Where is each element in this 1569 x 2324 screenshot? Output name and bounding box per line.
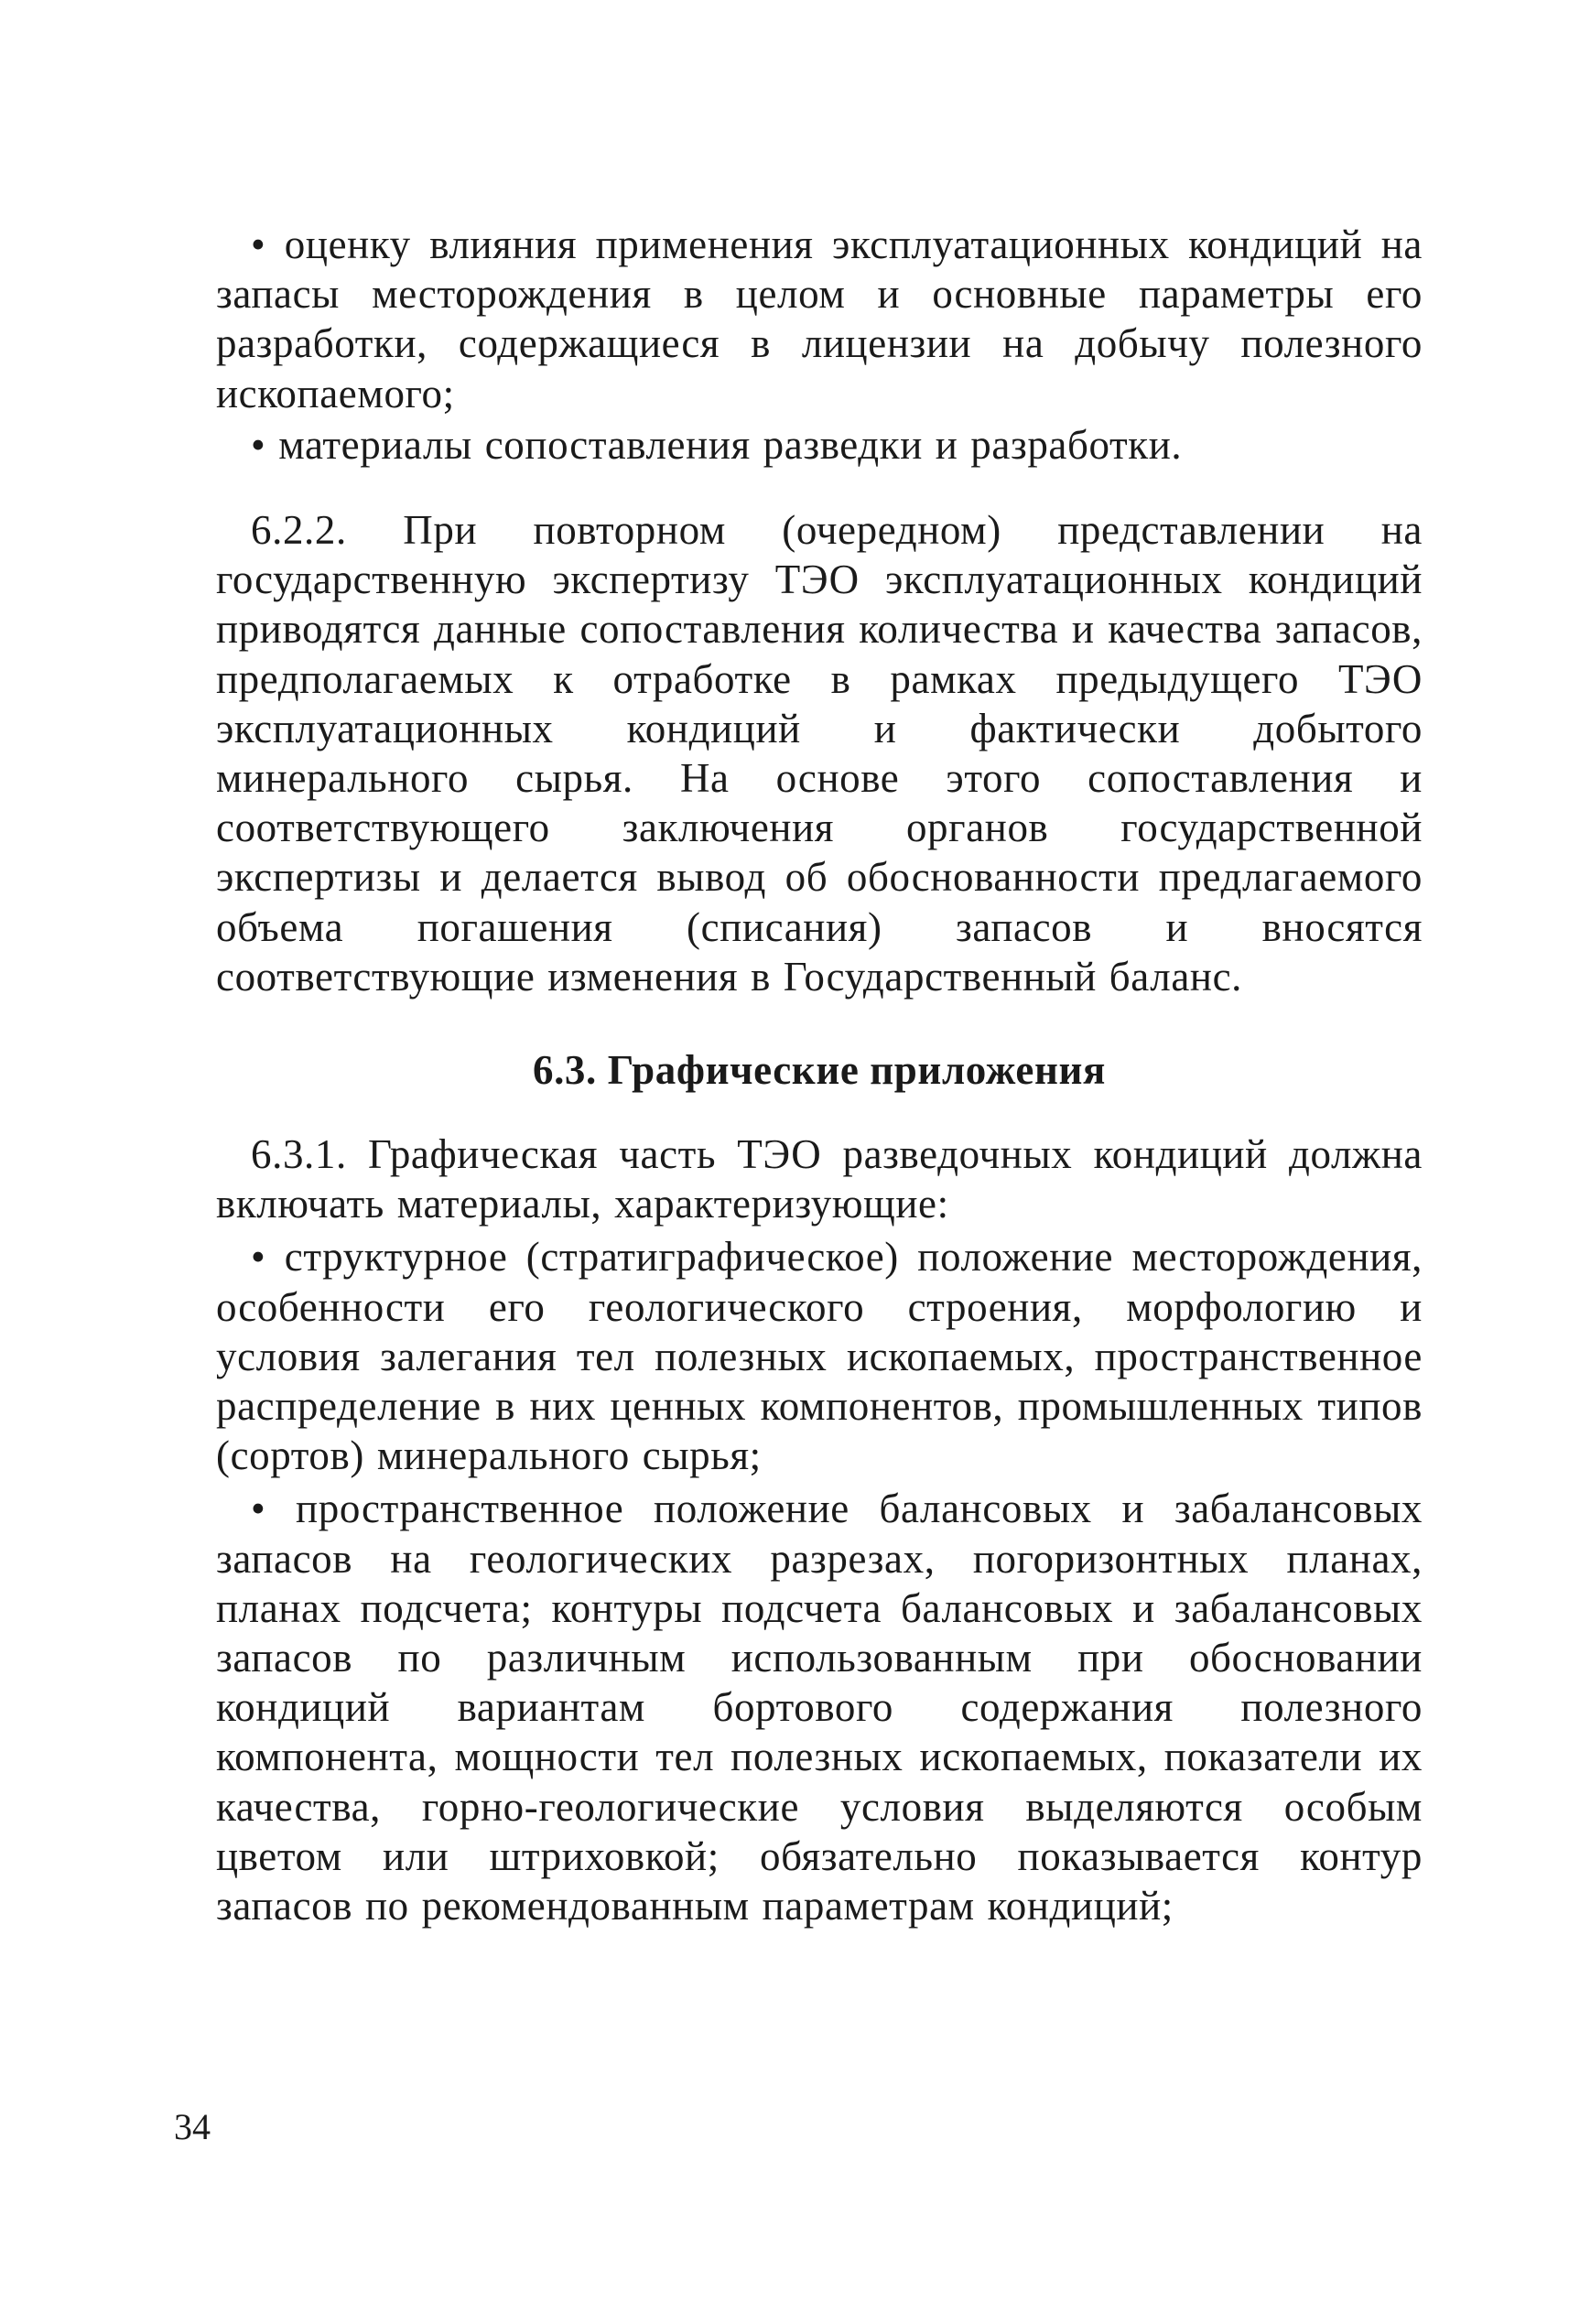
page-number: 34 xyxy=(174,2106,211,2147)
bullet-structural-position: • структурное (стратиграфическое) положение месторождения, особенности его геологического строения, морфологию и условия залегания тел полезных ископаемых, пространственное распределение в них ценных компонентов, промышленных типов (сортов) минерального сырья; xyxy=(216,1234,1423,1479)
paragraph-6-2-2-text: 6.2.2. При повторном (очередном) представлении на государственную экспертизу ТЭО эксплуатационных кондиций приводятся данные сопоставления количества и качества запасов, предполагаемых к отработке в рамках предыдущего ТЭО эксплуатационных кондиций и фактически добытого минерального сырья. На основе этого сопоставления и соответствующего заключения органов государственной экспертизы и делается вывод об обоснованности предлагаемого объема погашения (списания) запасов и вносятся соответствующие изменения в Государственный баланс. xyxy=(216,507,1423,1000)
bullet-comparison-materials: • материалы сопоставления разведки и разработки. xyxy=(251,421,1183,468)
bullet-impact-assessment: • оценку влияния применения эксплуатационных кондиций на запасы месторождения в целом и основные параметры его разработки, содержащиеся в лицензии на добычу полезного ископаемого; xyxy=(216,222,1423,416)
section-6-3-body xyxy=(216,1130,1423,1930)
paragraph-6-2-2 xyxy=(216,505,1423,1001)
paragraph-6-3-1-intro: 6.3.1. Графическая часть ТЭО разведочных кондиций должна включать материалы, характеризующие: xyxy=(216,1131,1423,1227)
top-bullets xyxy=(216,220,1423,470)
bullet-spatial-reserves: • пространственное положение балансовых и забалансовых запасов на геологических разрезах, погоризонтных планах, планах подсчета; контуры подсчета балансовых и забалансовых запасов по различным использованным при обосновании кондиций вариантам бортового содержания полезного компонента, мощности тел полезных ископаемых, показатели их качества, горно-геологические условия выделяются особым цветом или штриховкой; обязательно показывается контур запасов по рекомендованным параметрам кондиций; xyxy=(216,1486,1423,1929)
section-heading-6-3: 6.3. Графические приложения xyxy=(532,1047,1106,1093)
